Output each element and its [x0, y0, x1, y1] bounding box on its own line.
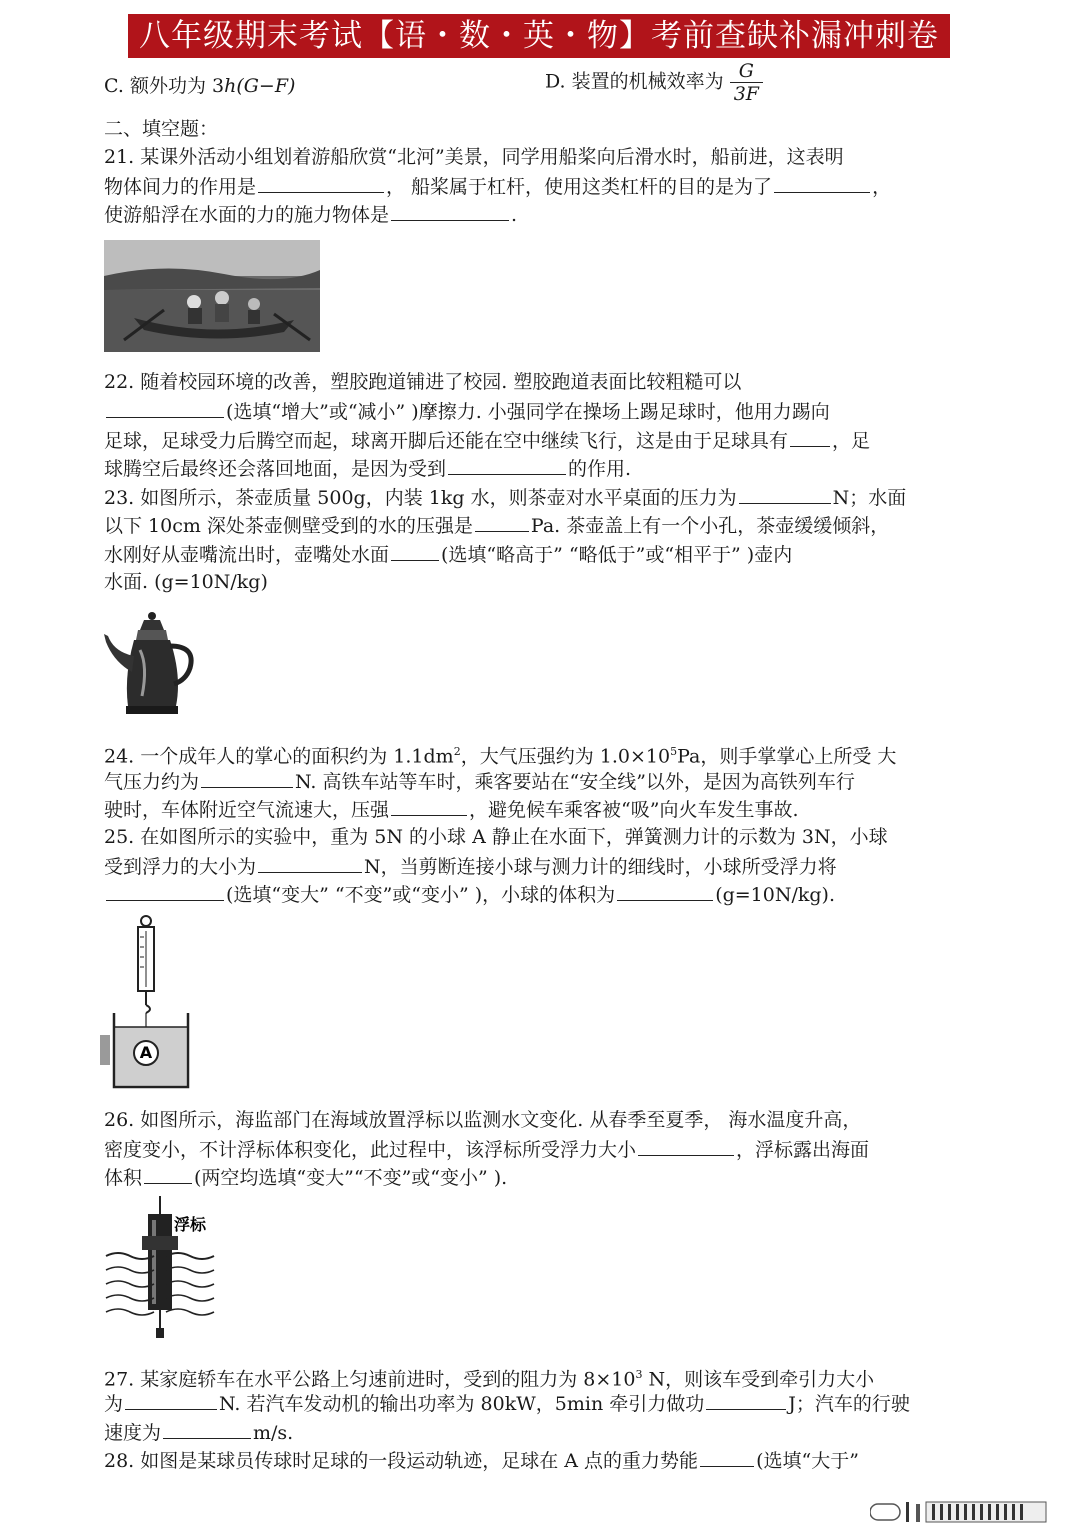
q24-text-c: Pa，则手掌掌心上所受 大: [677, 745, 897, 768]
efficiency-fraction: [730, 60, 763, 105]
q28-text-b: (选填“大于”: [756, 1450, 859, 1472]
q25-blank-2[interactable]: [106, 880, 224, 901]
q26-blank-2[interactable]: [144, 1163, 192, 1184]
q27-text-b: N，则该车受到牵引力大小: [642, 1368, 875, 1391]
q23-text-e: 水刚好从壶嘴流出时，壶嘴处水面: [104, 544, 390, 566]
q28-line1: [104, 1446, 859, 1475]
q27-line3: [104, 1418, 293, 1447]
q23-line2: [104, 511, 889, 540]
q21-text-b: ， 船桨属于杠杆，使用这类杠杆的目的是为了: [386, 176, 773, 198]
q27-text-e: J；汽车的行驶: [788, 1393, 910, 1415]
buoy-label: 浮标: [174, 1215, 207, 1234]
q25-text-d: (g=10N/kg).: [715, 884, 836, 906]
option-c-text: C. 额外功为 3: [104, 75, 225, 97]
q25-text-c: (选填“变大” “不变”或“变小” )，小球的体积为: [226, 884, 616, 906]
fraction-denominator: 3F: [733, 83, 759, 105]
option-d: [545, 60, 763, 105]
q28-text-a: 28. 如图是某球员传球时足球的一段运动轨迹，足球在 A 点的重力势能: [104, 1450, 699, 1472]
q26-line2: [104, 1135, 869, 1164]
q26-line1: 26. 如图所示，海监部门在海域放置浮标以监测水文变化. 从春季至夏季， 海水温度升高，: [104, 1109, 862, 1131]
q24-text-a: 24. 一个成年人的掌心的面积约为 1.1dm: [104, 745, 454, 768]
q21-text-e: .: [511, 204, 518, 226]
q27-text-c: 为: [104, 1393, 124, 1415]
q24-text-f: 驶时，车体附近空气流速大，压强: [104, 799, 390, 821]
q27-sup: 3: [635, 1368, 643, 1381]
q28-blank-1[interactable]: [700, 1446, 754, 1467]
q23-blank-3[interactable]: [391, 540, 439, 561]
q25-text-a: 受到浮力的大小为: [104, 856, 257, 878]
q24-blank-2[interactable]: [391, 795, 467, 816]
q24-line3: [104, 795, 798, 824]
q21-line3: [104, 200, 517, 229]
q23-text-c: 以下 10cm 深处茶壶侧壁受到的水的压强是: [104, 515, 473, 537]
q21-text-a: 物体间力的作用是: [104, 176, 257, 198]
q22-text-e: 的作用.: [568, 458, 632, 480]
q24-text-e: N. 高铁车站等车时，乘客要站在“安全线”以外，是因为高铁列车行: [295, 771, 855, 793]
q27-text-a: 27. 某家庭轿车在水平公路上匀速前进时，受到的阻力为 8×10: [104, 1368, 636, 1391]
q24-text-g: ，避免候车乘客被“吸”向火车发生事故.: [469, 799, 799, 821]
q21-line2: [104, 172, 891, 201]
q21-text-c: ，: [872, 176, 892, 198]
q27-blank-1[interactable]: [125, 1389, 217, 1410]
option-d-text: D. 装置的机械效率为: [545, 70, 724, 93]
rowing-boat-image: [104, 240, 320, 352]
q22-line2: [104, 397, 830, 426]
q25-text-b: N，当剪断连接小球与测力计的细线时，小球所受浮力将: [364, 856, 837, 878]
q25-line2: [104, 852, 837, 881]
q24-line1: [104, 738, 896, 770]
q23-line4: 水面. (g=10N/kg): [104, 571, 268, 593]
q22-line3: [104, 426, 870, 455]
q21-blank-3[interactable]: [391, 200, 509, 221]
q23-text-a: 23. 如图所示，茶壶质量 500g，内装 1kg 水，则茶壶对水平桌面的压力为: [104, 487, 737, 509]
q22-text-c: ，足: [832, 430, 871, 452]
q22-text-a: (选填“增大”或“减小” )摩擦力. 小强同学在操场上踢足球时，他用力踢向: [226, 401, 830, 423]
q27-line2: [104, 1389, 910, 1418]
q25-blank-3[interactable]: [617, 880, 713, 901]
q23-text-d: Pa. 茶壶盖上有一个小孔，茶壶缓缓倾斜，: [530, 515, 890, 537]
q27-blank-2[interactable]: [706, 1389, 786, 1410]
q23-blank-2[interactable]: [475, 511, 529, 532]
q24-blank-1[interactable]: [201, 767, 293, 788]
spring-scale-diagram: [100, 915, 200, 1095]
q22-text-b: 足球，足球受力后腾空而起，球离开脚后还能在空中继续飞行，这是由于足球具有: [104, 430, 789, 452]
q25-line3: [104, 880, 835, 909]
q25-blank-1[interactable]: [258, 852, 362, 873]
section-title: 二、填空题：: [104, 118, 219, 140]
option-c: [104, 72, 295, 100]
q22-text-d: 球腾空后最终还会落回地面，是因为受到: [104, 458, 447, 480]
option-c-suffix: (G−F): [236, 75, 296, 97]
q24-sup-a: 2: [453, 745, 461, 758]
q26-blank-1[interactable]: [638, 1135, 734, 1156]
q25-line1: 25. 在如图所示的实验中，重为 5N 的小球 A 静止在水面下，弹簧测力计的示数为 3N，小球: [104, 826, 888, 848]
q26-text-b: ，浮标露出海面: [736, 1139, 870, 1161]
header-banner: 八年级期末考试【语・数・英・物】考前查缺补漏冲刺卷: [128, 14, 950, 58]
q27-text-g: m/s.: [253, 1422, 294, 1444]
q24-line2: [104, 767, 855, 796]
q27-blank-3[interactable]: [163, 1418, 251, 1439]
q24-sup-b: 5: [670, 745, 678, 758]
q23-text-f: (选填“略高于” “略低于”或“相平于” )壶内: [441, 544, 793, 566]
fraction-numerator: G: [730, 60, 763, 83]
q27-text-f: 速度为: [104, 1422, 162, 1444]
q26-text-a: 密度变小，不计浮标体积变化，此过程中，该浮标所受浮力大小: [104, 1139, 637, 1161]
q23-text-b: N；水面: [832, 487, 907, 509]
q27-text-d: N. 若汽车发动机的输出功率为 80kW，5min 牵引力做功: [219, 1393, 705, 1415]
q21-text-d: 使游船浮在水面的力的施力物体是: [104, 204, 390, 226]
teapot-image: [104, 606, 196, 720]
q23-line1: [104, 483, 906, 512]
q24-text-d: 气压力约为: [104, 771, 200, 793]
q22-line1: 22. 随着校园环境的改善，塑胶跑道铺进了校园. 塑胶跑道表面比较粗糙可以: [104, 371, 742, 393]
q22-blank-2[interactable]: [790, 426, 830, 447]
q23-line3: [104, 540, 792, 569]
q24-text-b: ，大气压强约为 1.0×10: [460, 745, 671, 768]
q21-line1: 21. 某课外活动小组划着游船欣赏“北河”美景，同学用船桨向后滑水时，船前进，这表明: [104, 146, 844, 168]
q23-blank-1[interactable]: [739, 483, 831, 504]
ball-label: A: [139, 1043, 153, 1062]
scan-edge-marks: [870, 1500, 1056, 1524]
q21-blank-2[interactable]: [774, 172, 870, 193]
option-c-var: h: [224, 75, 237, 97]
buoy-diagram: [104, 1194, 220, 1344]
q21-blank-1[interactable]: [258, 172, 384, 193]
q22-blank-1[interactable]: [106, 397, 224, 418]
q26-text-d: (两空均选填“变大”“不变”或“变小” ).: [194, 1167, 508, 1189]
q22-line4: [104, 454, 631, 483]
q26-text-c: 体积: [104, 1167, 143, 1189]
q26-line3: [104, 1163, 507, 1192]
q22-blank-3[interactable]: [448, 454, 566, 475]
